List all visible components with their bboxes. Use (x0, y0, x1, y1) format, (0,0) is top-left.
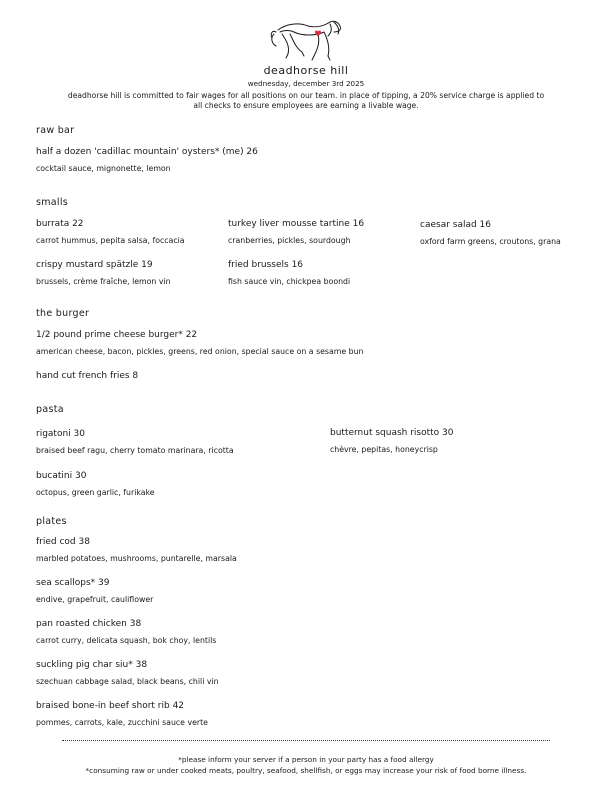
item-name-fried-cod: fried cod 38 (36, 537, 90, 547)
raw-food-warning: *consuming raw or under cooked meats, poultry, seafood, shellfish, or eggs may increase your risk of food borne illness. (85, 766, 527, 775)
horse-logo (268, 18, 348, 62)
item-name-sea-scallops: sea scallops* 39 (36, 578, 110, 588)
wage-notice (30, 91, 582, 111)
allergy-note: *please inform your server if a person in your party has a food allergy (178, 755, 434, 764)
item-name-butternut-squash-risotto: butternut squash risotto 30 (330, 428, 454, 438)
section-title-plates: plates (36, 516, 67, 527)
item-name-burrata: burrata 22 (36, 219, 84, 229)
item-desc-cheese-burger: american cheese, bacon, pickles, greens, red onion, special sauce on a sesame bun (36, 347, 364, 356)
item-name-turkey-liver-mousse: turkey liver mousse tartine 16 (228, 219, 365, 229)
item-name-bucatini: bucatini 30 (36, 471, 87, 481)
wage-notice-line-1: deadhorse hill is committed to fair wages for all positions on our team. in place of tipping, a 20% service charge is applied to (67, 91, 545, 100)
section-title-smalls: smalls (36, 197, 69, 208)
item-name-fried-brussels: fried brussels 16 (228, 260, 304, 270)
section-title-pasta: pasta (36, 404, 64, 415)
item-desc-bucatini: octopus, green garlic, furikake (36, 488, 155, 497)
item-desc-oysters: cocktail sauce, mignonette, lemon (36, 164, 171, 173)
item-name-caesar-salad: caesar salad 16 (420, 220, 492, 230)
section-title-raw-bar: raw bar (36, 125, 75, 136)
item-name-suckling-pig-char-siu: suckling pig char siu* 38 (36, 660, 148, 670)
menu-date: wednesday, december 3rd 2025 (247, 79, 365, 88)
item-name-cheese-burger: 1/2 pound prime cheese burger* 22 (36, 330, 198, 340)
item-desc-pan-roasted-chicken: carrot curry, delicata squash, bok choy, lentils (36, 636, 217, 645)
item-desc-braised-short-rib: pommes, carrots, kale, zucchini sauce verte (36, 718, 208, 727)
item-desc-turkey-liver-mousse: cranberries, pickles, sourdough (228, 236, 351, 245)
item-name-braised-short-rib: braised bone-in beef short rib 42 (36, 701, 185, 711)
item-name-crispy-mustard-spatzle: crispy mustard spätzle 19 (36, 260, 153, 270)
item-desc-sea-scallops: endive, grapefruit, cauliflower (36, 595, 154, 604)
footer-divider (62, 740, 550, 741)
item-desc-fried-brussels: fish sauce vin, chickpea boondi (228, 277, 351, 286)
item-desc-burrata: carrot hummus, pepita salsa, foccacia (36, 236, 185, 245)
restaurant-name: deadhorse hill (263, 64, 349, 77)
item-name-oysters: half a dozen 'cadillac mountain' oysters* (me) 26 (36, 147, 258, 157)
item-desc-caesar-salad: oxford farm greens, croutons, grana (420, 237, 561, 246)
section-title-the-burger: the burger (36, 308, 90, 319)
item-desc-rigatoni: braised beef ragu, cherry tomato marinara, ricotta (36, 446, 234, 455)
item-name-pan-roasted-chicken: pan roasted chicken 38 (36, 619, 142, 629)
item-desc-suckling-pig-char-siu: szechuan cabbage salad, black beans, chili vin (36, 677, 219, 686)
item-desc-butternut-squash-risotto: chèvre, pepitas, honeycrisp (330, 445, 438, 454)
wage-notice-line-2: all checks to ensure employees are earning a livable wage. (193, 101, 419, 110)
item-desc-crispy-mustard-spatzle: brussels, crème fraîche, lemon vin (36, 277, 171, 286)
item-name-rigatoni: rigatoni 30 (36, 429, 85, 439)
heart-icon (315, 31, 321, 38)
item-desc-fried-cod: marbled potatoes, mushrooms, puntarelle, marsala (36, 554, 237, 563)
item-name-french-fries: hand cut french fries 8 (36, 371, 139, 381)
